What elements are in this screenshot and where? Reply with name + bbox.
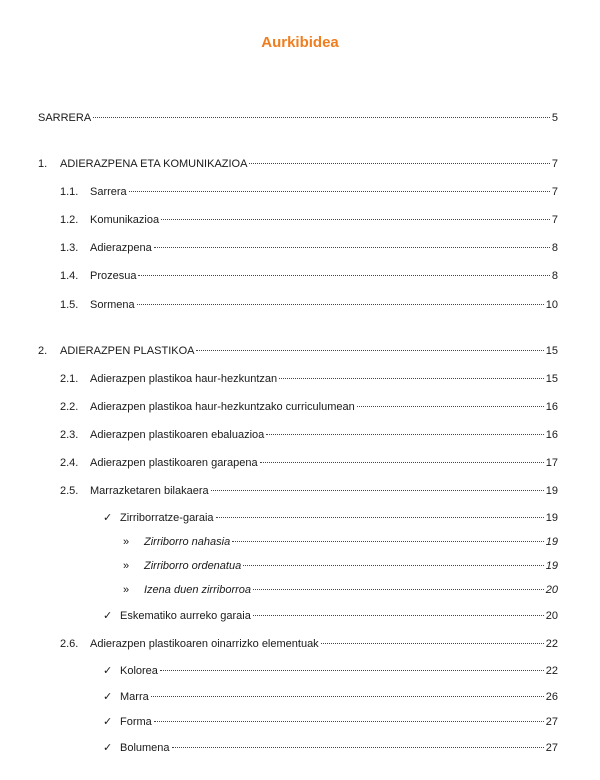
toc-entry-number: 2. xyxy=(38,345,48,357)
toc-entry-page: 27 xyxy=(545,716,558,728)
toc-entry-2-6-a[interactable] xyxy=(103,664,558,678)
toc-leader xyxy=(93,117,550,118)
toc-entry-2-1[interactable] xyxy=(60,372,558,386)
toc-entry-number: 2.6. xyxy=(60,638,79,650)
toc-entry-page: 26 xyxy=(545,691,558,703)
toc-entry-page: 20 xyxy=(545,584,558,596)
toc-entry-page: 7 xyxy=(551,214,558,226)
toc-entry-chapter-2[interactable] xyxy=(38,344,558,358)
toc-entry-label: Komunikazioa xyxy=(90,214,160,226)
toc-leader xyxy=(211,490,544,491)
toc-entry-2-5[interactable] xyxy=(60,484,558,498)
checkmark-icon: ✓ xyxy=(103,610,113,622)
toc-entry-page: 8 xyxy=(551,270,558,282)
toc-leader xyxy=(253,589,544,590)
toc-entry-number: 1.5. xyxy=(60,299,79,311)
toc-leader xyxy=(160,670,544,671)
toc-entry-2-5-a-2[interactable] xyxy=(123,559,558,573)
toc-entry-number: 2.2. xyxy=(60,401,79,413)
toc-entry-label: Zirriborro ordenatua xyxy=(144,560,242,572)
toc-leader xyxy=(137,304,544,305)
toc-entry-label: Kolorea xyxy=(120,665,158,677)
toc-leader xyxy=(357,406,544,407)
toc-entry-page: 27 xyxy=(545,742,558,754)
double-chevron-icon: » xyxy=(123,584,130,596)
toc-entry-label: Adierazpen plastikoaren garapena xyxy=(90,457,258,469)
checkmark-icon: ✓ xyxy=(103,716,113,728)
toc-entry-label: Prozesua xyxy=(90,270,137,282)
toc-entry-label: ADIERAZPEN PLASTIKOA xyxy=(60,345,195,357)
toc-leader xyxy=(232,541,544,542)
toc-entry-1-4[interactable] xyxy=(60,269,558,283)
toc-leader xyxy=(154,721,544,722)
toc-entry-2-2[interactable] xyxy=(60,400,558,414)
checkmark-icon: ✓ xyxy=(103,742,113,754)
toc-entry-page: 19 xyxy=(545,512,558,524)
toc-entry-label: Adierazpen plastikoa haur-hezkuntzako curriculumean xyxy=(90,401,355,413)
toc-entry-number: 2.5. xyxy=(60,485,79,497)
toc-entry-page: 17 xyxy=(545,457,558,469)
toc-leader xyxy=(216,517,544,518)
toc-leader xyxy=(151,696,544,697)
toc-entry-page: 22 xyxy=(545,638,558,650)
toc-entry-2-4[interactable] xyxy=(60,456,558,470)
toc-entry-label: ADIERAZPENA ETA KOMUNIKAZIOA xyxy=(60,158,248,170)
toc-leader xyxy=(249,163,549,164)
toc-entry-page: 19 xyxy=(545,536,558,548)
toc-entry-2-6-c[interactable] xyxy=(103,715,558,729)
toc-entry-label: Marra xyxy=(120,691,149,703)
toc-entry-number: 1.3. xyxy=(60,242,79,254)
toc-entry-label: Eskematiko aurreko garaia xyxy=(120,610,251,622)
toc-leader xyxy=(279,378,544,379)
toc-entry-number: 1. xyxy=(38,158,48,170)
toc-leader xyxy=(172,747,544,748)
toc-entry-page: 16 xyxy=(545,401,558,413)
checkmark-icon: ✓ xyxy=(103,665,113,677)
page-title: Aurkibidea xyxy=(261,34,339,51)
toc-entry-page: 7 xyxy=(551,186,558,198)
toc-entry-label: SARRERA xyxy=(38,112,92,124)
toc-leader xyxy=(161,219,550,220)
toc-entry-chapter-1[interactable] xyxy=(38,157,558,171)
toc-entry-page: 7 xyxy=(551,158,558,170)
toc-entry-page: 15 xyxy=(545,345,558,357)
toc-entry-label: Adierazpen plastikoaren ebaluazioa xyxy=(90,429,265,441)
toc-entry-2-6-d[interactable] xyxy=(103,741,558,755)
checkmark-icon: ✓ xyxy=(103,691,113,703)
toc-entry-label: Adierazpen plastikoa haur-hezkuntzan xyxy=(90,373,278,385)
toc-entry-label: Adierazpen plastikoaren oinarrizko elementuak xyxy=(90,638,319,650)
toc-entry-1-2[interactable] xyxy=(60,213,558,227)
toc-leader xyxy=(129,191,550,192)
toc-leader xyxy=(260,462,544,463)
toc-entry-label: Sarrera xyxy=(90,186,127,198)
toc-entry-page: 16 xyxy=(545,429,558,441)
toc-entry-2-6-b[interactable] xyxy=(103,690,558,704)
checkmark-icon: ✓ xyxy=(103,512,113,524)
toc-entry-2-6[interactable] xyxy=(60,637,558,651)
toc-leader xyxy=(321,643,544,644)
toc-entry-2-5-a-3[interactable] xyxy=(123,583,558,597)
toc-entry-number: 2.3. xyxy=(60,429,79,441)
toc-entry-2-5-a[interactable] xyxy=(103,511,558,525)
toc-entry-label: Zirriborratze-garaia xyxy=(120,512,214,524)
toc-entry-number: 2.1. xyxy=(60,373,79,385)
double-chevron-icon: » xyxy=(123,536,130,548)
toc-leader xyxy=(243,565,544,566)
toc-entry-label: Izena duen zirriborroa xyxy=(144,584,252,596)
toc-entry-page: 20 xyxy=(545,610,558,622)
toc-entry-sarrera[interactable] xyxy=(38,111,558,125)
toc-entry-2-3[interactable] xyxy=(60,428,558,442)
toc-entry-number: 2.4. xyxy=(60,457,79,469)
toc-entry-label: Bolumena xyxy=(120,742,170,754)
toc-entry-page: 19 xyxy=(545,485,558,497)
toc-leader xyxy=(253,615,544,616)
toc-leader xyxy=(154,247,550,248)
toc-entry-2-5-b[interactable] xyxy=(103,609,558,623)
toc-entry-label: Zirriborro nahasia xyxy=(144,536,231,548)
toc-entry-label: Forma xyxy=(120,716,152,728)
toc-entry-page: 22 xyxy=(545,665,558,677)
toc-entry-1-1[interactable] xyxy=(60,185,558,199)
toc-entry-1-5[interactable] xyxy=(60,298,558,312)
toc-entry-2-5-a-1[interactable] xyxy=(123,535,558,549)
toc-entry-label: Marrazketaren bilakaera xyxy=(90,485,209,497)
toc-entry-number: 1.4. xyxy=(60,270,79,282)
toc-entry-page: 19 xyxy=(545,560,558,572)
toc-entry-page: 10 xyxy=(545,299,558,311)
toc-entry-page: 5 xyxy=(551,112,558,124)
toc-entry-label: Adierazpena xyxy=(90,242,152,254)
double-chevron-icon: » xyxy=(123,560,130,572)
toc-entry-page: 8 xyxy=(551,242,558,254)
toc-leader xyxy=(266,434,543,435)
toc-leader xyxy=(138,275,549,276)
toc-entry-number: 1.2. xyxy=(60,214,79,226)
toc-entry-label: Sormena xyxy=(90,299,135,311)
toc-leader xyxy=(196,350,543,351)
toc-entry-number: 1.1. xyxy=(60,186,79,198)
toc-entry-page: 15 xyxy=(545,373,558,385)
toc-entry-1-3[interactable] xyxy=(60,241,558,255)
